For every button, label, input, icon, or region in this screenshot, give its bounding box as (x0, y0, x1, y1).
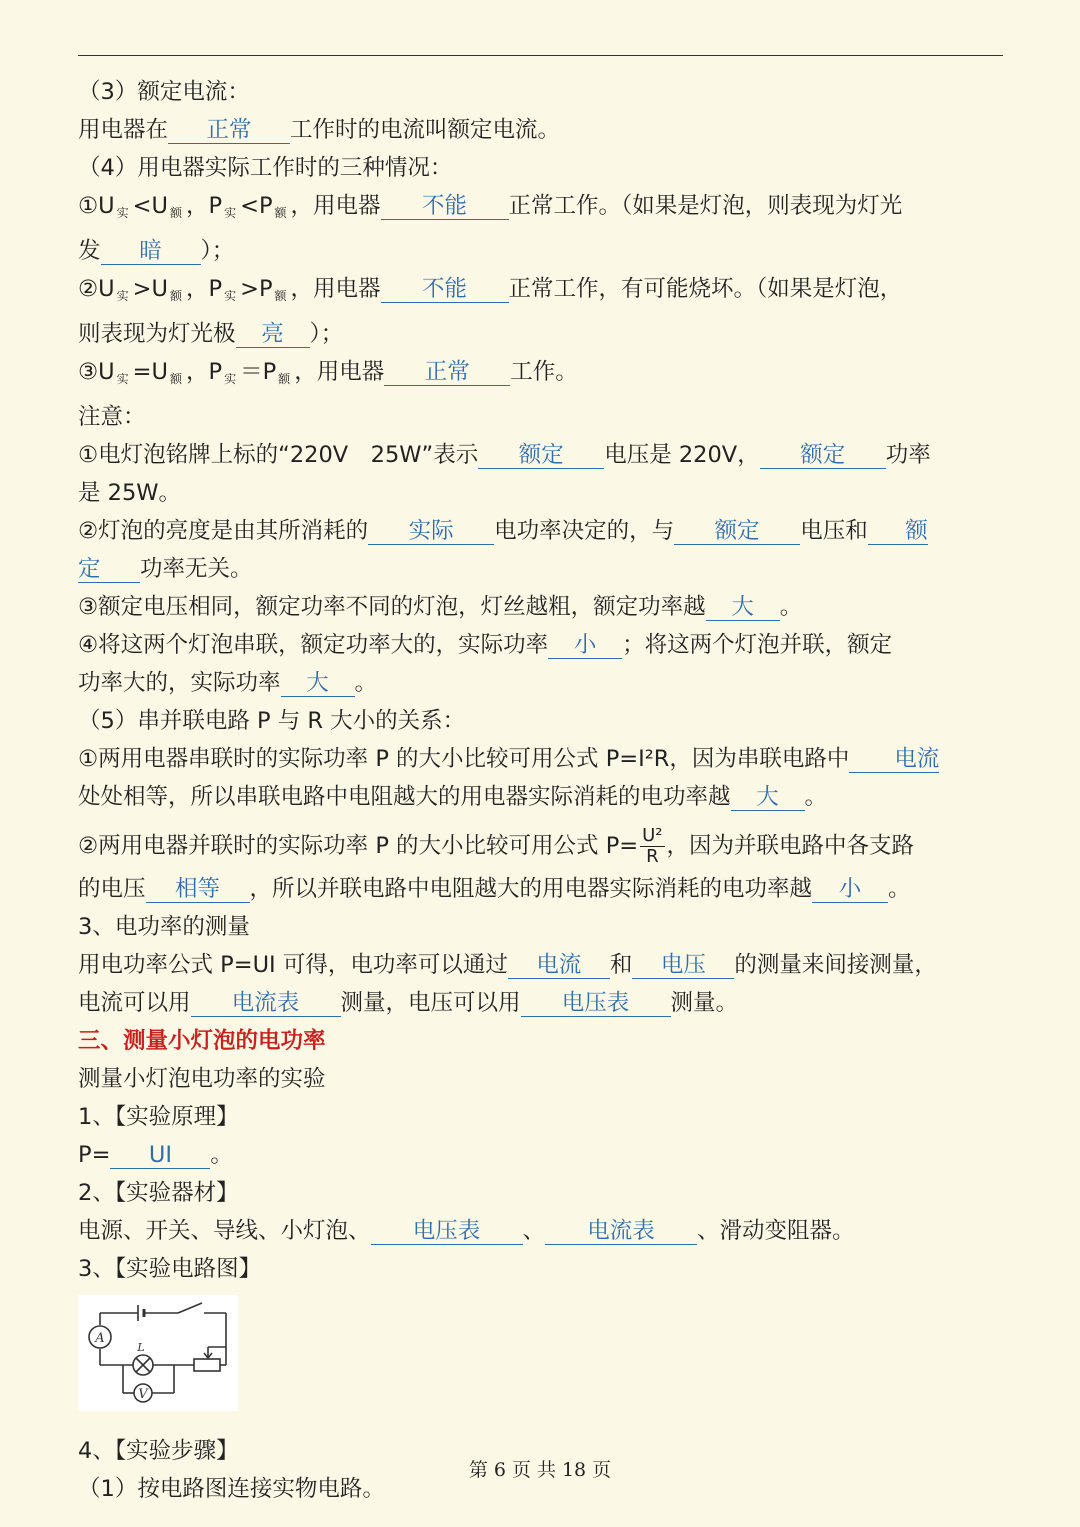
answer-blank: 电压表 (521, 990, 671, 1017)
case-2-line-2: 则表现为灯光极 亮 ）； (78, 321, 344, 347)
answer-blank: 电流 (849, 746, 939, 773)
measurement-heading: 3、电功率的测量 (78, 914, 250, 940)
answer-blank: 大 (706, 594, 780, 621)
answer-blank: 不能 (381, 276, 509, 303)
note-1-line-1: ①电灯泡铭牌上标的“220V 25W”表示 额定 电压是 220V， 额定 功率 (78, 442, 931, 468)
answer-blank: 小 (548, 632, 622, 659)
section-heading: 三、测量小灯泡的电功率 (78, 1028, 326, 1054)
answer-blank: 小 (812, 876, 888, 903)
answer-blank: 电压表 (371, 1218, 523, 1245)
note-4-line-1: ④将这两个灯泡串联，额定功率大的，实际功率 小 ；将这两个灯泡并联，额定 (78, 632, 893, 658)
answer-blank: 大 (731, 784, 805, 811)
answer-blank: 暗 (101, 238, 201, 265)
answer-blank: 电流 (508, 952, 610, 979)
formula-fraction: $\frac{\text{U²}}{R}$ (642, 825, 663, 867)
case-3: ③U $_实$ =U $_额$ ，P $_实$ ＝P $_额$ ，用电器 正常 工作。 (78, 359, 578, 386)
answer-blank: 定 (78, 556, 140, 583)
steps-heading: 4、【实验步骤】 (78, 1438, 239, 1464)
notes-heading: 注意： (78, 404, 146, 430)
document-body (78, 76, 1008, 1511)
answer-blank: 额定 (674, 518, 800, 545)
three-cases-heading: （4）用电器实际工作时的三种情况： (78, 155, 453, 181)
circuit-diagram (78, 1295, 238, 1411)
note-1-line-2: 是 25W。 (78, 480, 182, 506)
measurement-line-2: 电流可以用 电流表 测量，电压可以用 电压表 测量。 (78, 990, 739, 1016)
parallel-line-1: ②两用电器并联时的实际功率 P 的大小比较可用公式 P= $\frac{\text{U²}}{R}$ ，因为并联电路中各支路 (78, 825, 915, 867)
answer-blank: 电流表 (191, 990, 341, 1017)
rated-current-heading: （3）额定电流： (78, 79, 250, 105)
answer-blank: 额 (868, 518, 928, 545)
note-2-line-1: ②灯泡的亮度是由其所消耗的 实际 电功率决定的，与 额定 电压和 额 (78, 518, 928, 544)
series-line-1: ①两用电器串联时的实际功率 P 的大小比较可用公式 P=I²R，因为串联电路中 电流 (78, 746, 940, 772)
answer-blank: 不能 (381, 193, 509, 220)
series-parallel-heading: （5）串并联电路 P 与 R 大小的关系： (78, 708, 466, 734)
switch-blade (178, 1303, 202, 1313)
equipment-heading: 2、【实验器材】 (78, 1180, 239, 1206)
answer-blank: 实际 (368, 518, 494, 545)
note-4-line-2: 功率大的，实际功率 大 。 (78, 670, 378, 696)
answer-blank: 额定 (478, 442, 604, 469)
case-1-line-2: 发 暗 ）； (78, 238, 235, 264)
answer-blank: 正常 (384, 359, 510, 386)
answer-blank: 亮 (236, 321, 310, 348)
case-1-line-1: ①U $_实$ <U $_额$ ，P $_实$ <P $_额$ ，用电器 不能 正常工作。（如果是灯泡，则表现为灯光 (78, 193, 903, 220)
answer-blank: 额定 (760, 442, 886, 469)
lamp-label: L (137, 1341, 145, 1354)
principle-heading: 1、【实验原理】 (78, 1104, 239, 1130)
answer-blank: 大 (281, 670, 355, 697)
case-2-line-1: ②U $_实$ >U $_额$ ，P $_实$ >P $_额$ ，用电器 不能 正常工作，有可能烧坏。（如果是灯泡， (78, 276, 903, 303)
series-line-2: 处处相等，所以串联电路中电阻越大的用电器实际消耗的电功率越 大 。 (78, 784, 828, 810)
voltmeter-label: V (138, 1387, 148, 1402)
ammeter-label: A (95, 1331, 105, 1346)
page-number: 6 (493, 1459, 506, 1481)
experiment-title: 测量小灯泡电功率的实验 (78, 1066, 326, 1092)
principle-formula: P= UI 。 (78, 1142, 233, 1168)
rated-current-definition: 用电器在 正常 工作时的电流叫额定电流。 (78, 117, 561, 143)
answer-blank: UI (110, 1142, 210, 1169)
answer-blank: 电流表 (545, 1218, 697, 1245)
circuit-heading: 3、【实验电路图】 (78, 1256, 262, 1282)
header-rule (78, 55, 1003, 56)
parallel-line-2: 的电压 相等 ，所以并联电路中电阻越大的用电器实际消耗的电功率越 小 。 (78, 876, 911, 902)
note-2-line-2: 定 功率无关。 (78, 556, 253, 582)
note-3: ③额定电压相同，额定功率不同的灯泡，灯丝越粗，额定功率越 大 。 (78, 594, 803, 620)
answer-blank: 电压 (632, 952, 734, 979)
page-footer: 第 6 页 共 18 页 (468, 1459, 612, 1481)
answer-blank: 正常 (168, 117, 290, 144)
rheostat-symbol (194, 1359, 220, 1371)
answer-blank: 相等 (146, 876, 250, 903)
equipment-list: 电源、开关、导线、小灯泡、 电压表 、 电流表 、滑动变阻器。 (78, 1218, 855, 1244)
step-1: （1）按电路图连接实物电路。 (78, 1476, 385, 1502)
page-total: 18 (561, 1459, 587, 1481)
measurement-line-1: 用电功率公式 P=UI 可得，电功率可以通过 电流 和 电压 的测量来间接测量， (78, 952, 937, 978)
